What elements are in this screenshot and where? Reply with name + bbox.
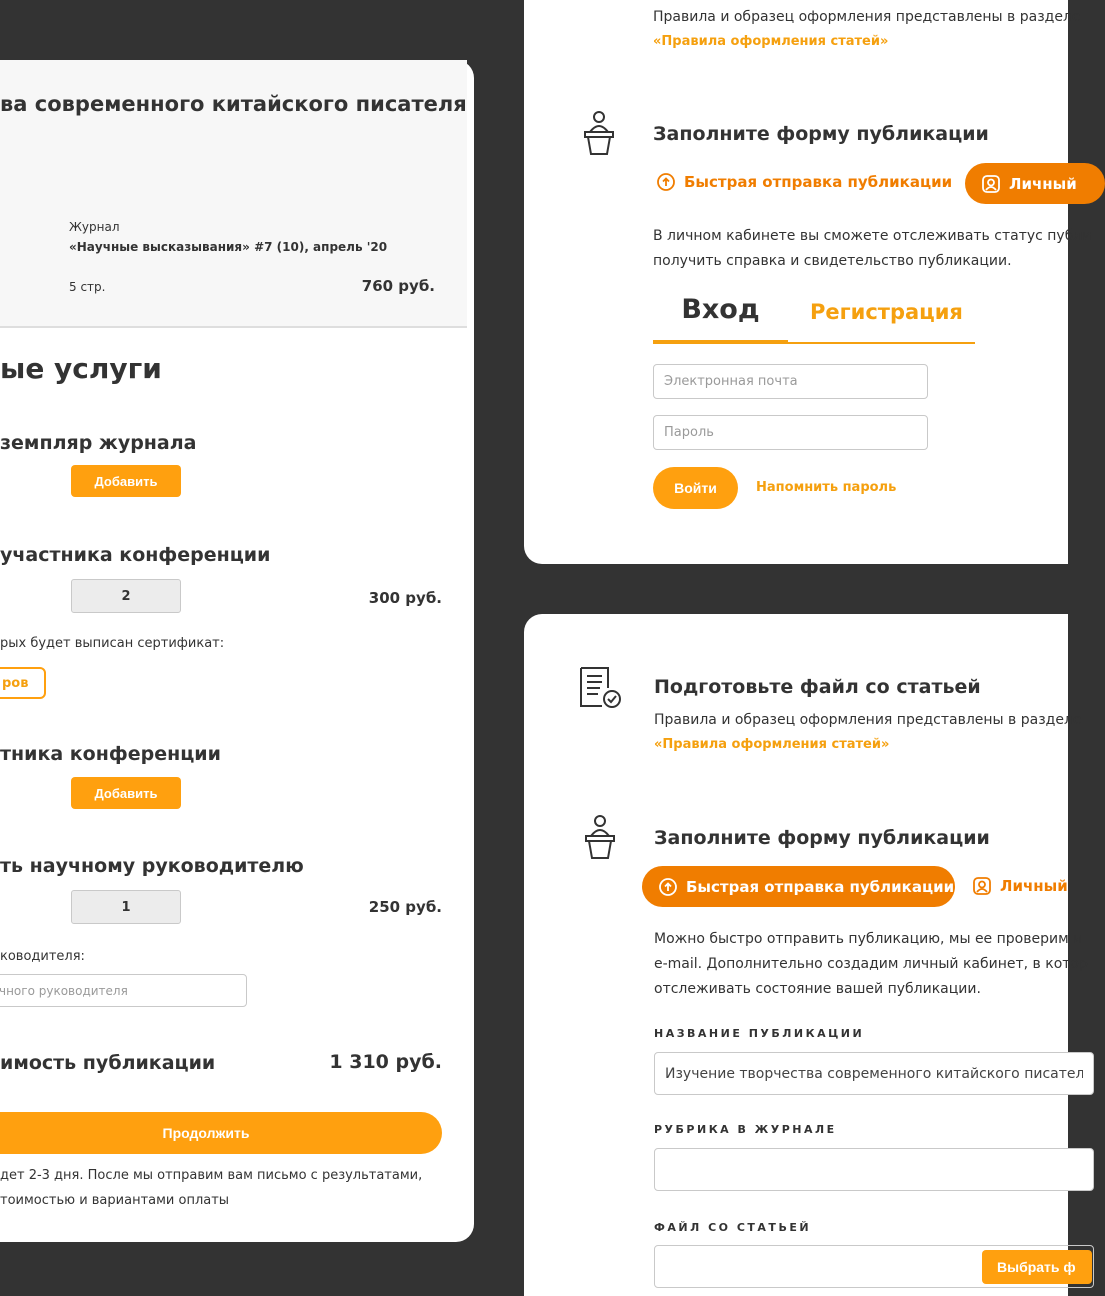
tab-fast-submit[interactable] (656, 172, 952, 192)
tab-account-label: Личный (1009, 174, 1077, 193)
journal-name: «Научные высказывания» #7 (10), апрель '20 (69, 240, 388, 254)
supervisor-quantity-stepper[interactable]: 1 (71, 890, 181, 924)
service-journal-copy-title: земпляр журнала (0, 432, 197, 454)
bottom-fill-form-title: Заполните форму публикации (654, 827, 990, 849)
service-participant-title: участника конференции (0, 544, 271, 566)
article-title: ва современного китайского писателя (0, 92, 467, 116)
add-listener-button[interactable]: Добавить (71, 777, 181, 809)
order-summary-card (0, 60, 474, 1242)
service-supervisor-title: ть научному руководителю (0, 855, 304, 877)
account-panel (524, 0, 1092, 564)
upload-icon (656, 172, 676, 192)
publication-title-label: НАЗВАНИЕ ПУБЛИКАЦИИ (654, 1027, 865, 1040)
document-check-icon (578, 666, 624, 710)
fast-desc-line-3: отслеживать состояние вашей публикации. (654, 981, 981, 997)
note-line-2: тоимостью и вариантами оплаты (0, 1193, 230, 1208)
journal-label: Журнал (69, 220, 120, 234)
user-icon (981, 174, 1001, 194)
article-file-label: ФАЙЛ СО СТАТЬЕЙ (654, 1221, 812, 1234)
rubric-select[interactable] (654, 1148, 1094, 1191)
service-listener-title: тника конференции (0, 743, 221, 765)
add-journal-copy-button[interactable]: Добавить (71, 465, 181, 497)
rules-text: Правила и образец оформления представлены в разделе (653, 9, 1081, 25)
certificate-names-button[interactable] (0, 667, 46, 699)
order-header (0, 60, 467, 328)
tab-login[interactable] (653, 294, 788, 344)
fast-desc-line-2: e-mail. Дополнительно создадим личный кабинет, в котор (654, 956, 1088, 972)
page-count: 5 стр. (69, 280, 106, 294)
prepare-file-title: Подготовьте файл со статьей (654, 676, 981, 698)
tab-register-label: Регистрация (810, 300, 963, 324)
tab-fast-submit-active-label: Быстрая отправка публикации (686, 877, 955, 896)
continue-button[interactable]: Продолжить (0, 1112, 442, 1154)
user-icon (972, 876, 992, 896)
note-line-1: дет 2-3 дня. После мы отправим вам письмо с результатами, (0, 1168, 423, 1183)
certificate-text: рых будет выписан сертификат: (0, 636, 225, 651)
account-description-line-1: В личном кабинете вы сможете отслеживать статус публи (653, 228, 1092, 244)
tab-register[interactable] (810, 300, 963, 324)
tab-account-inactive[interactable] (972, 876, 1068, 896)
email-input[interactable] (653, 364, 928, 399)
password-input[interactable] (653, 415, 928, 450)
choose-file-button[interactable]: Выбрать ф (982, 1250, 1092, 1284)
speaker-podium-icon (583, 814, 617, 860)
bottom-rules-text: Правила и образец оформления представлены в разделе (654, 712, 1082, 728)
total-value: 1 310 руб. (329, 1051, 442, 1073)
tab-fast-submit-active[interactable] (642, 866, 955, 907)
fast-desc-line-1: Можно быстро отправить публикацию, мы ее проверим и (654, 931, 1083, 947)
fast-submit-panel (524, 614, 1088, 1296)
account-description-line-2: получить справка и свидетельство публикации. (653, 253, 1012, 269)
supervisor-field-label: ководителя: (0, 949, 85, 964)
tab-account-inactive-label: Личный (1000, 877, 1068, 895)
tab-fast-submit-label: Быстрая отправка публикации (684, 173, 953, 191)
supervisor-name-input[interactable] (0, 974, 247, 1007)
login-button[interactable]: Войти (653, 467, 738, 509)
services-title: ые услуги (0, 352, 162, 385)
total-label: имость публикации (0, 1052, 216, 1074)
participant-price: 300 руб. (368, 589, 442, 607)
supervisor-price: 250 руб. (368, 898, 442, 916)
rules-link[interactable]: «Правила оформления статей» (653, 34, 889, 49)
tab-account[interactable] (965, 163, 1105, 204)
tab-login-label: Вход (681, 294, 760, 325)
participant-quantity-stepper[interactable]: 2 (71, 579, 181, 613)
rubric-label: РУБРИКА В ЖУРНАЛЕ (654, 1123, 837, 1136)
upload-icon (658, 877, 678, 897)
fill-form-title: Заполните форму публикации (653, 123, 989, 145)
certificate-names-button-label: ров (2, 675, 29, 691)
remind-password-link[interactable]: Напомнить пароль (756, 480, 897, 495)
document-user-icon (576, 0, 620, 8)
bottom-rules-link[interactable]: «Правила оформления статей» (654, 737, 890, 752)
speaker-podium-icon (582, 110, 616, 156)
publication-title-input[interactable] (654, 1052, 1094, 1095)
base-price: 760 руб. (361, 277, 435, 295)
